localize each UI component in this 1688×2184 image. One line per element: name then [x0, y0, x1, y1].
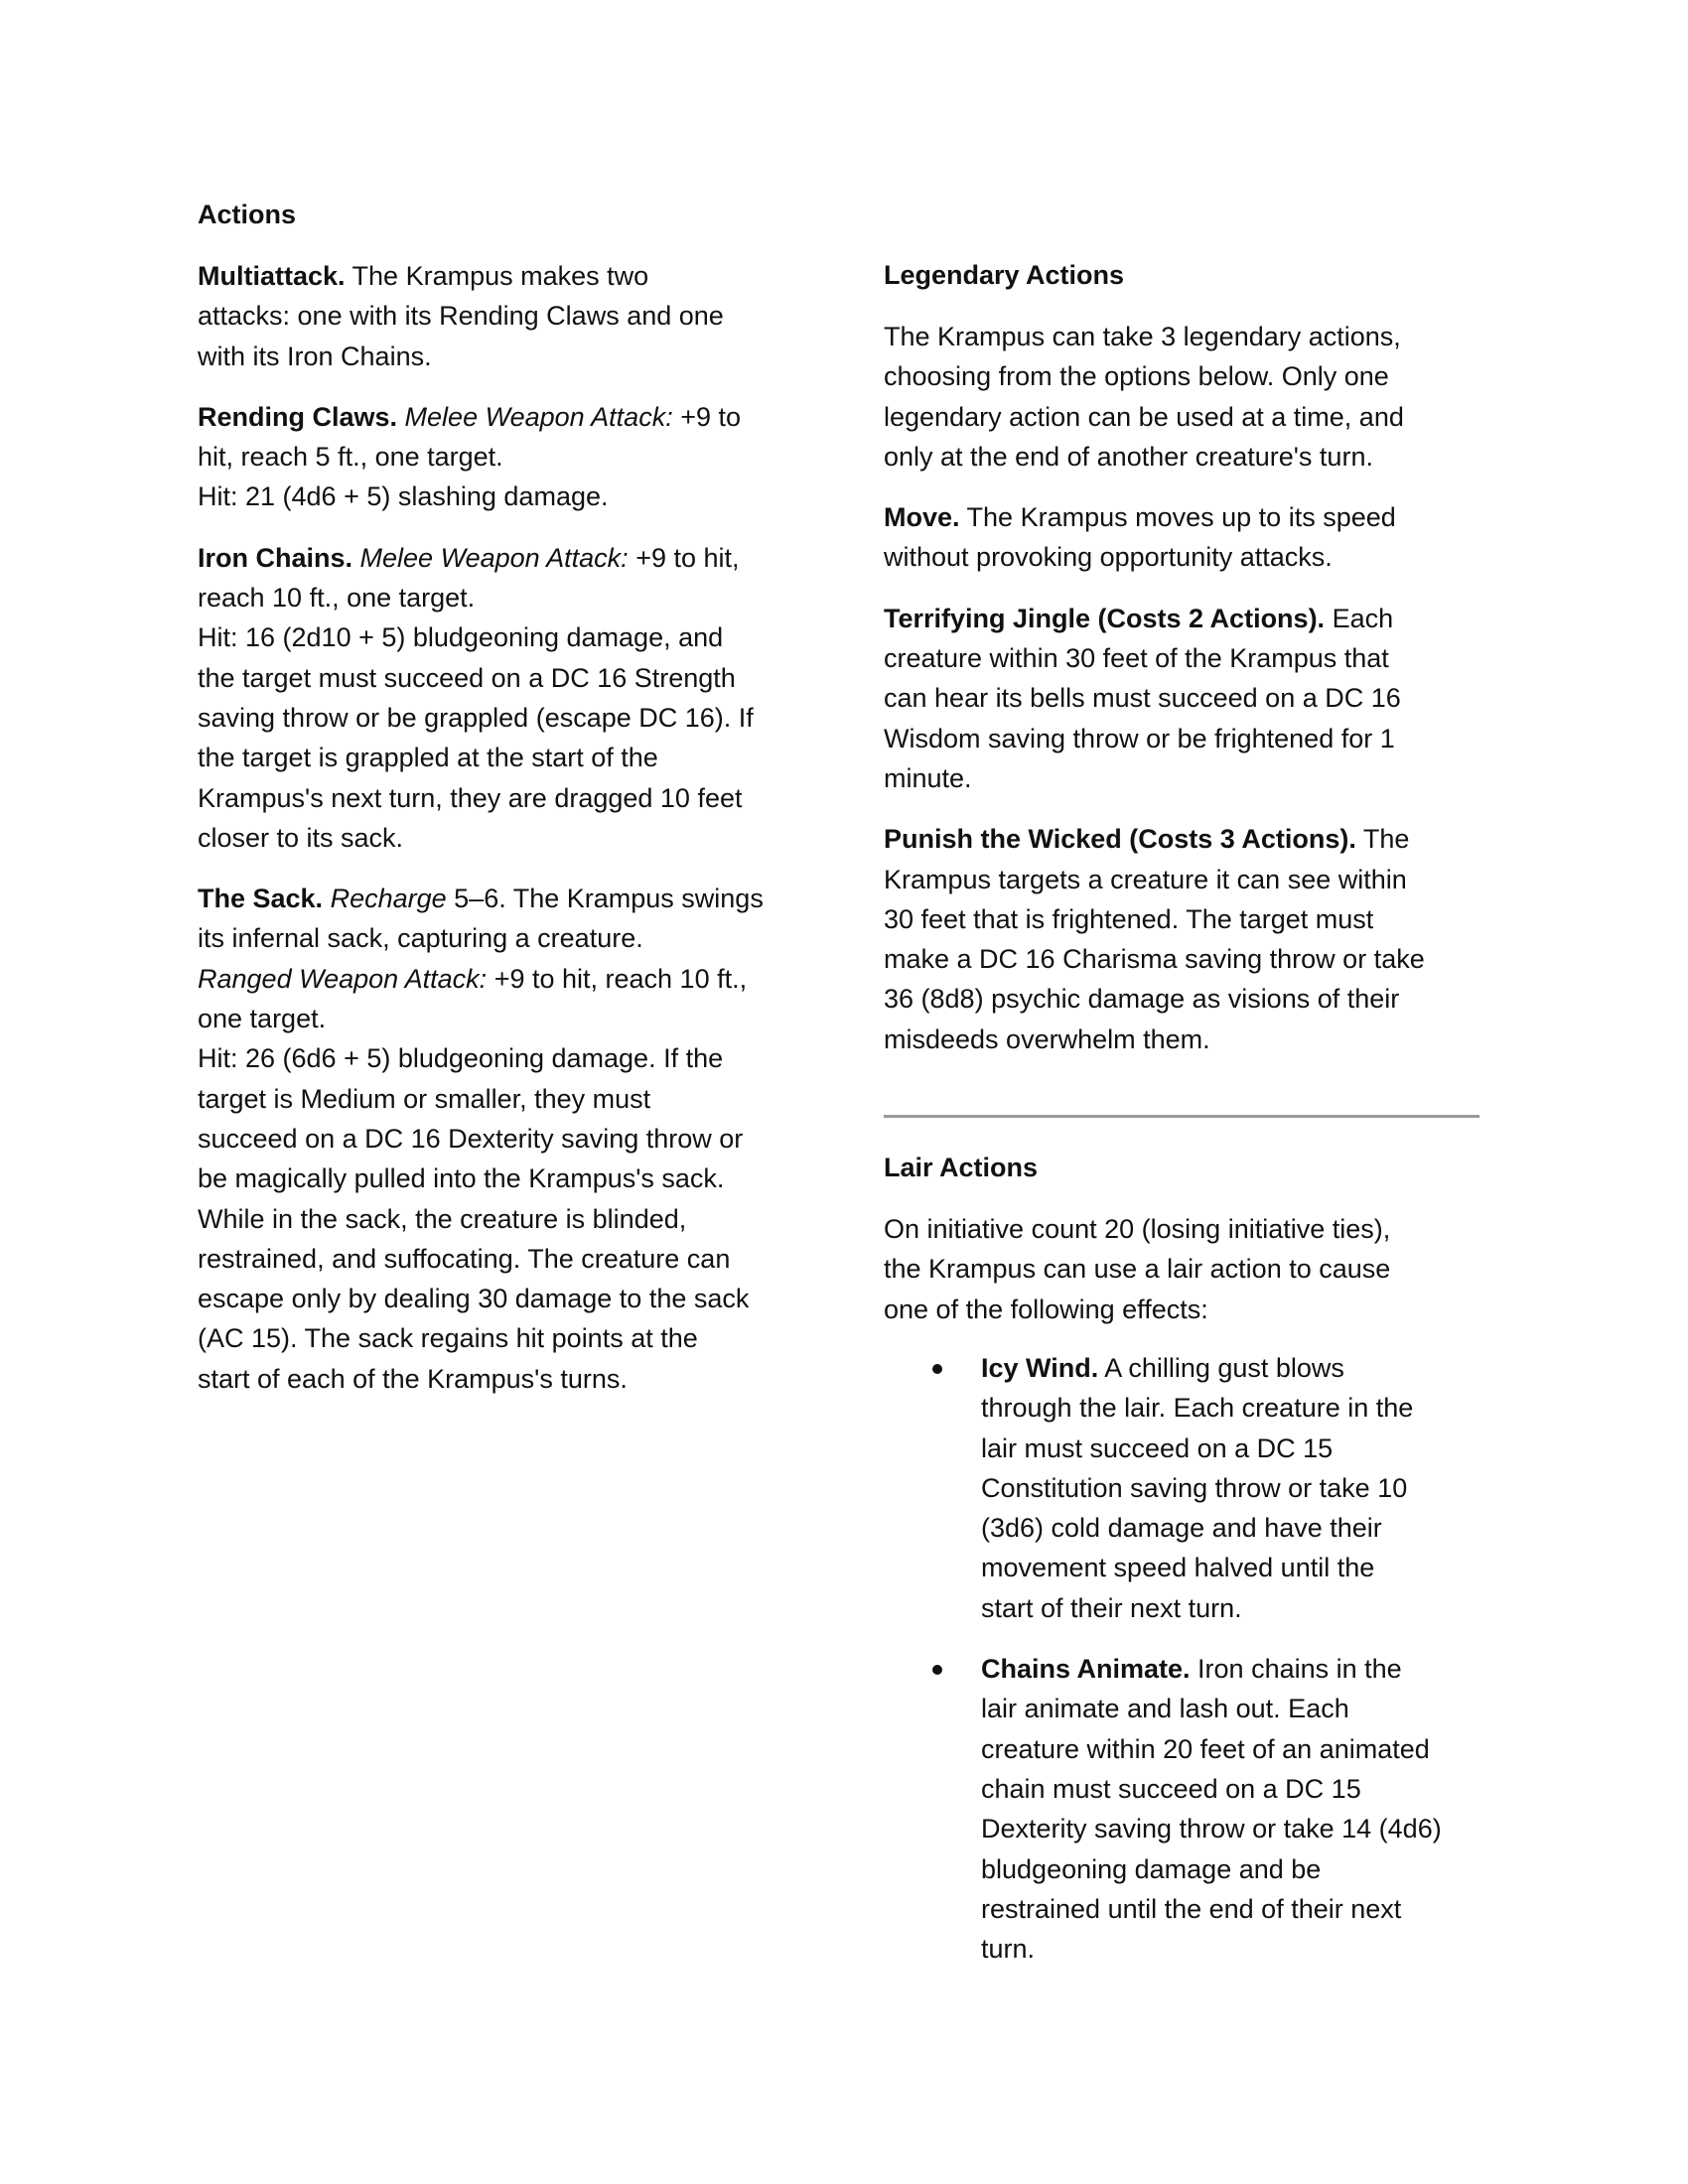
lair-item-icy-wind: Icy Wind. A chilling gust blows through the lair. Each creature in the lair must succeed on a DC 15 Constitution saving throw or take 10 (3d6) cold damage and have their movement speed halved until the start of their next turn. [884, 1348, 1489, 1628]
lair-actions-section [884, 1148, 1489, 1329]
bullet-icon [932, 1364, 942, 1374]
legendary-actions-column [884, 255, 1489, 1059]
rending-claws-entry: Rending Claws. Melee Weapon Attack: +9 to hit, reach 5 ft., one target. Hit: 21 (4d6 + 5) slashing damage. [198, 401, 742, 512]
attack-type: Ranged Weapon Attack: [198, 963, 488, 994]
entry-name: Iron Chains. [198, 542, 353, 573]
iron-chains-entry: Iron Chains. Melee Weapon Attack: +9 to hit, reach 10 ft., one target. Hit: 16 (2d10 + 5) bludgeoning damage, and the target must succeed on a DC 16 Strength saving throw or be grappled (escape DC 16). If the target is grappled at the start of the Krampus's next turn, they are dragged 10 feet closer to its sack. [198, 542, 754, 853]
multiattack-entry: Multiattack. The Krampus makes two attacks: one with its Rending Claws and one with its Iron Chains. [198, 261, 724, 371]
legendary-actions-heading: Legendary Actions [884, 260, 1125, 290]
attack-type: Melee Weapon Attack: [359, 542, 629, 573]
bullet-icon [932, 1665, 942, 1675]
terrifying-jingle-entry: Terrifying Jingle (Costs 2 Actions). Each creature within 30 feet of the Krampus that can hear its bells must succeed on a DC 16 Wisdom saving throw or be frightened for 1 minute. [884, 603, 1401, 793]
entry-name: Icy Wind. [981, 1353, 1099, 1383]
entry-name: The Sack. [198, 884, 324, 914]
entry-name: Punish the Wicked (Costs 3 Actions). [884, 824, 1356, 855]
entry-name: Rending Claws. [198, 401, 398, 432]
entry-name: Move. [884, 502, 960, 533]
entry-name: Multiattack. [198, 261, 346, 291]
entry-name: Chains Animate. [981, 1654, 1191, 1685]
punish-the-wicked-entry: Punish the Wicked (Costs 3 Actions). The Krampus targets a creature it can see within 30 feet that is frightened. The target must make a DC 16 Charisma saving throw or take 36 (8d8) psychic damage as visions of their misdeeds overwhelm them. [884, 824, 1425, 1054]
entry-name: Terrifying Jingle (Costs 2 Actions). [884, 603, 1326, 633]
lair-actions-heading: Lair Actions [884, 1153, 1039, 1182]
move-entry: Move. The Krampus moves up to its speed without provoking opportunity attacks. [884, 502, 1396, 573]
actions-column [198, 195, 833, 1399]
the-sack-entry: The Sack. Recharge 5–6. The Krampus swings its infernal sack, capturing a creature. Ranged Weapon Attack: +9 to hit, reach 10 ft., one target. Hit: 26 (6d6 + 5) bludgeoning damage. If the target is Medium or smaller, they must succeed on a DC 16 Dexterity saving throw or be magically pulled into the Krampus's sack. While in the sack, the creature is blinded, restrained, and suffocating. The creature can escape only by dealing 30 damage to the sack (AC 15). The sack regains hit points at the start of each of the Krampus's turns. [198, 884, 764, 1394]
section-divider [884, 1115, 1479, 1118]
attack-type: Melee Weapon Attack: [404, 401, 673, 432]
legendary-intro: The Krampus can take 3 legendary actions, choosing from the options below. Only one legendary action can be used at a time, and only at the end of another creature's turn. [884, 322, 1404, 472]
lair-actions-list [884, 1348, 1489, 1969]
lair-intro: On initiative count 20 (losing initiative ties), the Krampus can use a lair action to cause one of the following effects: [884, 1214, 1391, 1324]
actions-heading: Actions [198, 200, 297, 229]
recharge-label: Recharge [330, 884, 447, 914]
lair-item-chains-animate: Chains Animate. Iron chains in the lair animate and lash out. Each creature within 20 feet of an animated chain must succeed on a DC 15 Dexterity saving throw or take 14 (4d6) bludgeoning damage and be restrained until the end of their next turn. [884, 1649, 1489, 1969]
